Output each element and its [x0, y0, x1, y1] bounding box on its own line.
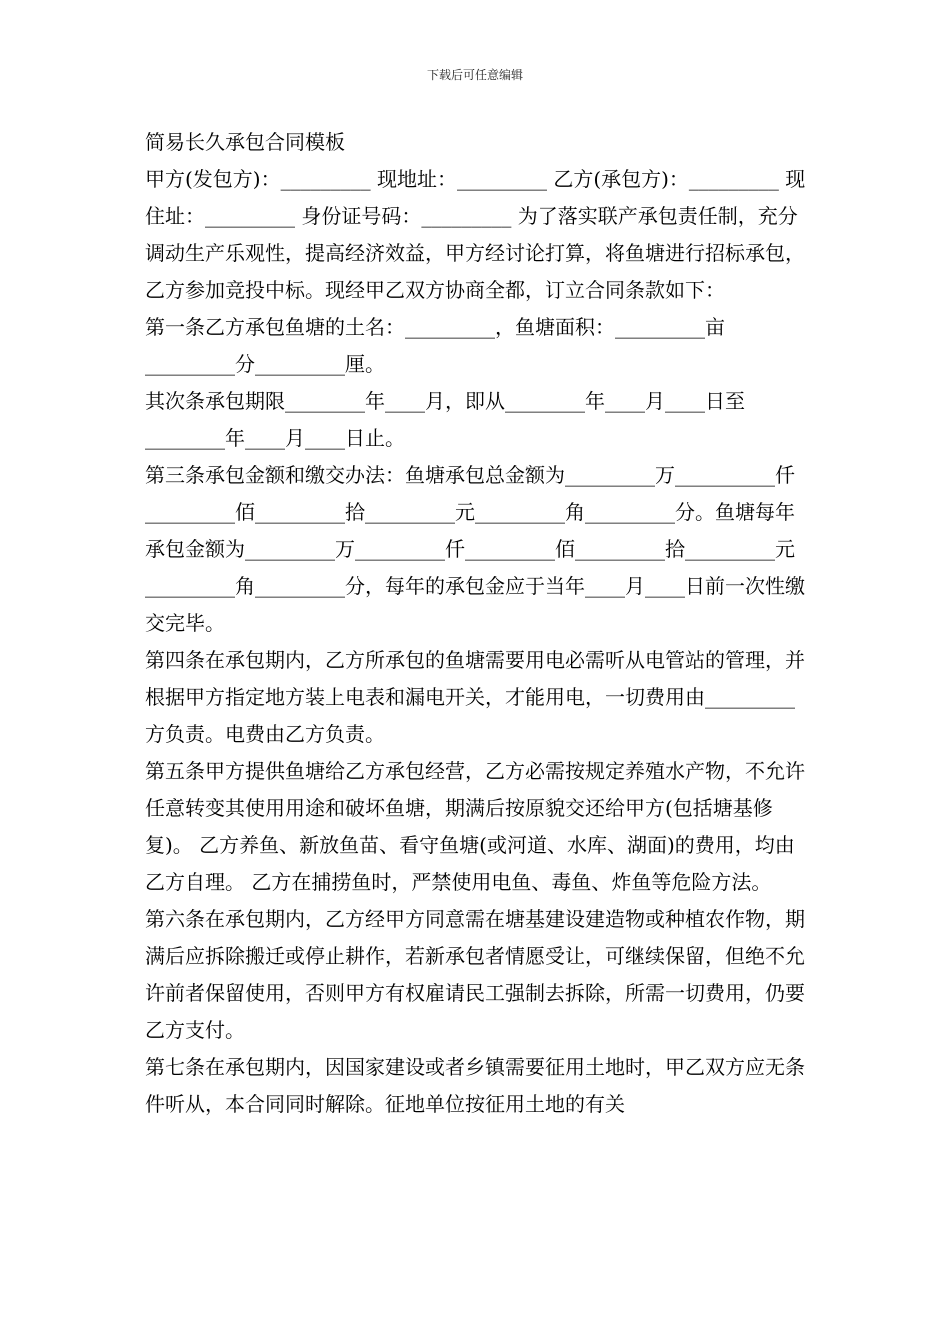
- paragraph-article-6: 第六条在承包期内，乙方经甲方同意需在塘基建设建造物或种植农作物，期满后应拆除搬迁或停止耕作，若新承包者情愿受让，可继续保留，但绝不允许前者保留使用，否则甲方有权雇请民工强制去拆除，所需一切费用，仍要乙方支付。: [145, 907, 805, 1042]
- paragraph-article-7: 第七条在承包期内，因国家建设或者乡镇需要征用土地时，甲乙双方应无条件听从，本合同同时解除。征地单位按征用土地的有关: [145, 1055, 805, 1116]
- paragraph-article-1: 第一条乙方承包鱼塘的土名：_________，鱼塘面积：_________亩_________分_________厘。: [145, 315, 725, 376]
- paragraph-article-2: 其次条承包期限________年____月，即从________年____月____日至________年____月____日止。: [145, 389, 745, 450]
- document-body: [145, 124, 810, 1123]
- document-title: 简易长久承包合同模板: [145, 130, 345, 154]
- paragraph-article-5: 第五条甲方提供鱼塘给乙方承包经营，乙方必需按规定养殖水产物，不允许任意转变其使用用途和破坏鱼塘，期满后按原貌交还给甲方(包括塘基修复)。 乙方养鱼、新放鱼苗、看守鱼塘(或河道、水库、湖面)的费用，均由乙方自理。 乙方在捕捞鱼时，严禁使用电鱼、毒鱼、炸鱼等危险方法。: [145, 759, 805, 894]
- paragraph-article-3: 第三条承包金额和缴交办法：鱼塘承包总金额为_________万__________仟_________佰_________拾_________元_________角_________分。鱼塘每年承包金额为_________万_________仟_________佰_________拾_________元_________角_________分，每年的承包金应于当年____月____日前一次性缴交完毕。: [145, 463, 805, 635]
- page-header: 下载后可任意编辑: [426, 68, 523, 82]
- paragraph-parties: 甲方(发包方)：_________ 现地址：_________ 乙方(承包方)：_________ 现住址：_________ 身份证号码：_________ 为了落实联产承包责任制，充分调动生产乐观性，提高经济效益，甲方经讨论打算，将鱼塘进行招标承包，乙方参加竞投中标。现经甲乙双方协商全都，订立合同条款如下：: [145, 167, 806, 302]
- paragraph-article-4: 第四条在承包期内，乙方所承包的鱼塘需要用电必需听从电管站的管理，并根据甲方指定地方装上电表和漏电开关，才能用电，一切费用由_________方负责。电费由乙方负责。: [145, 648, 805, 746]
